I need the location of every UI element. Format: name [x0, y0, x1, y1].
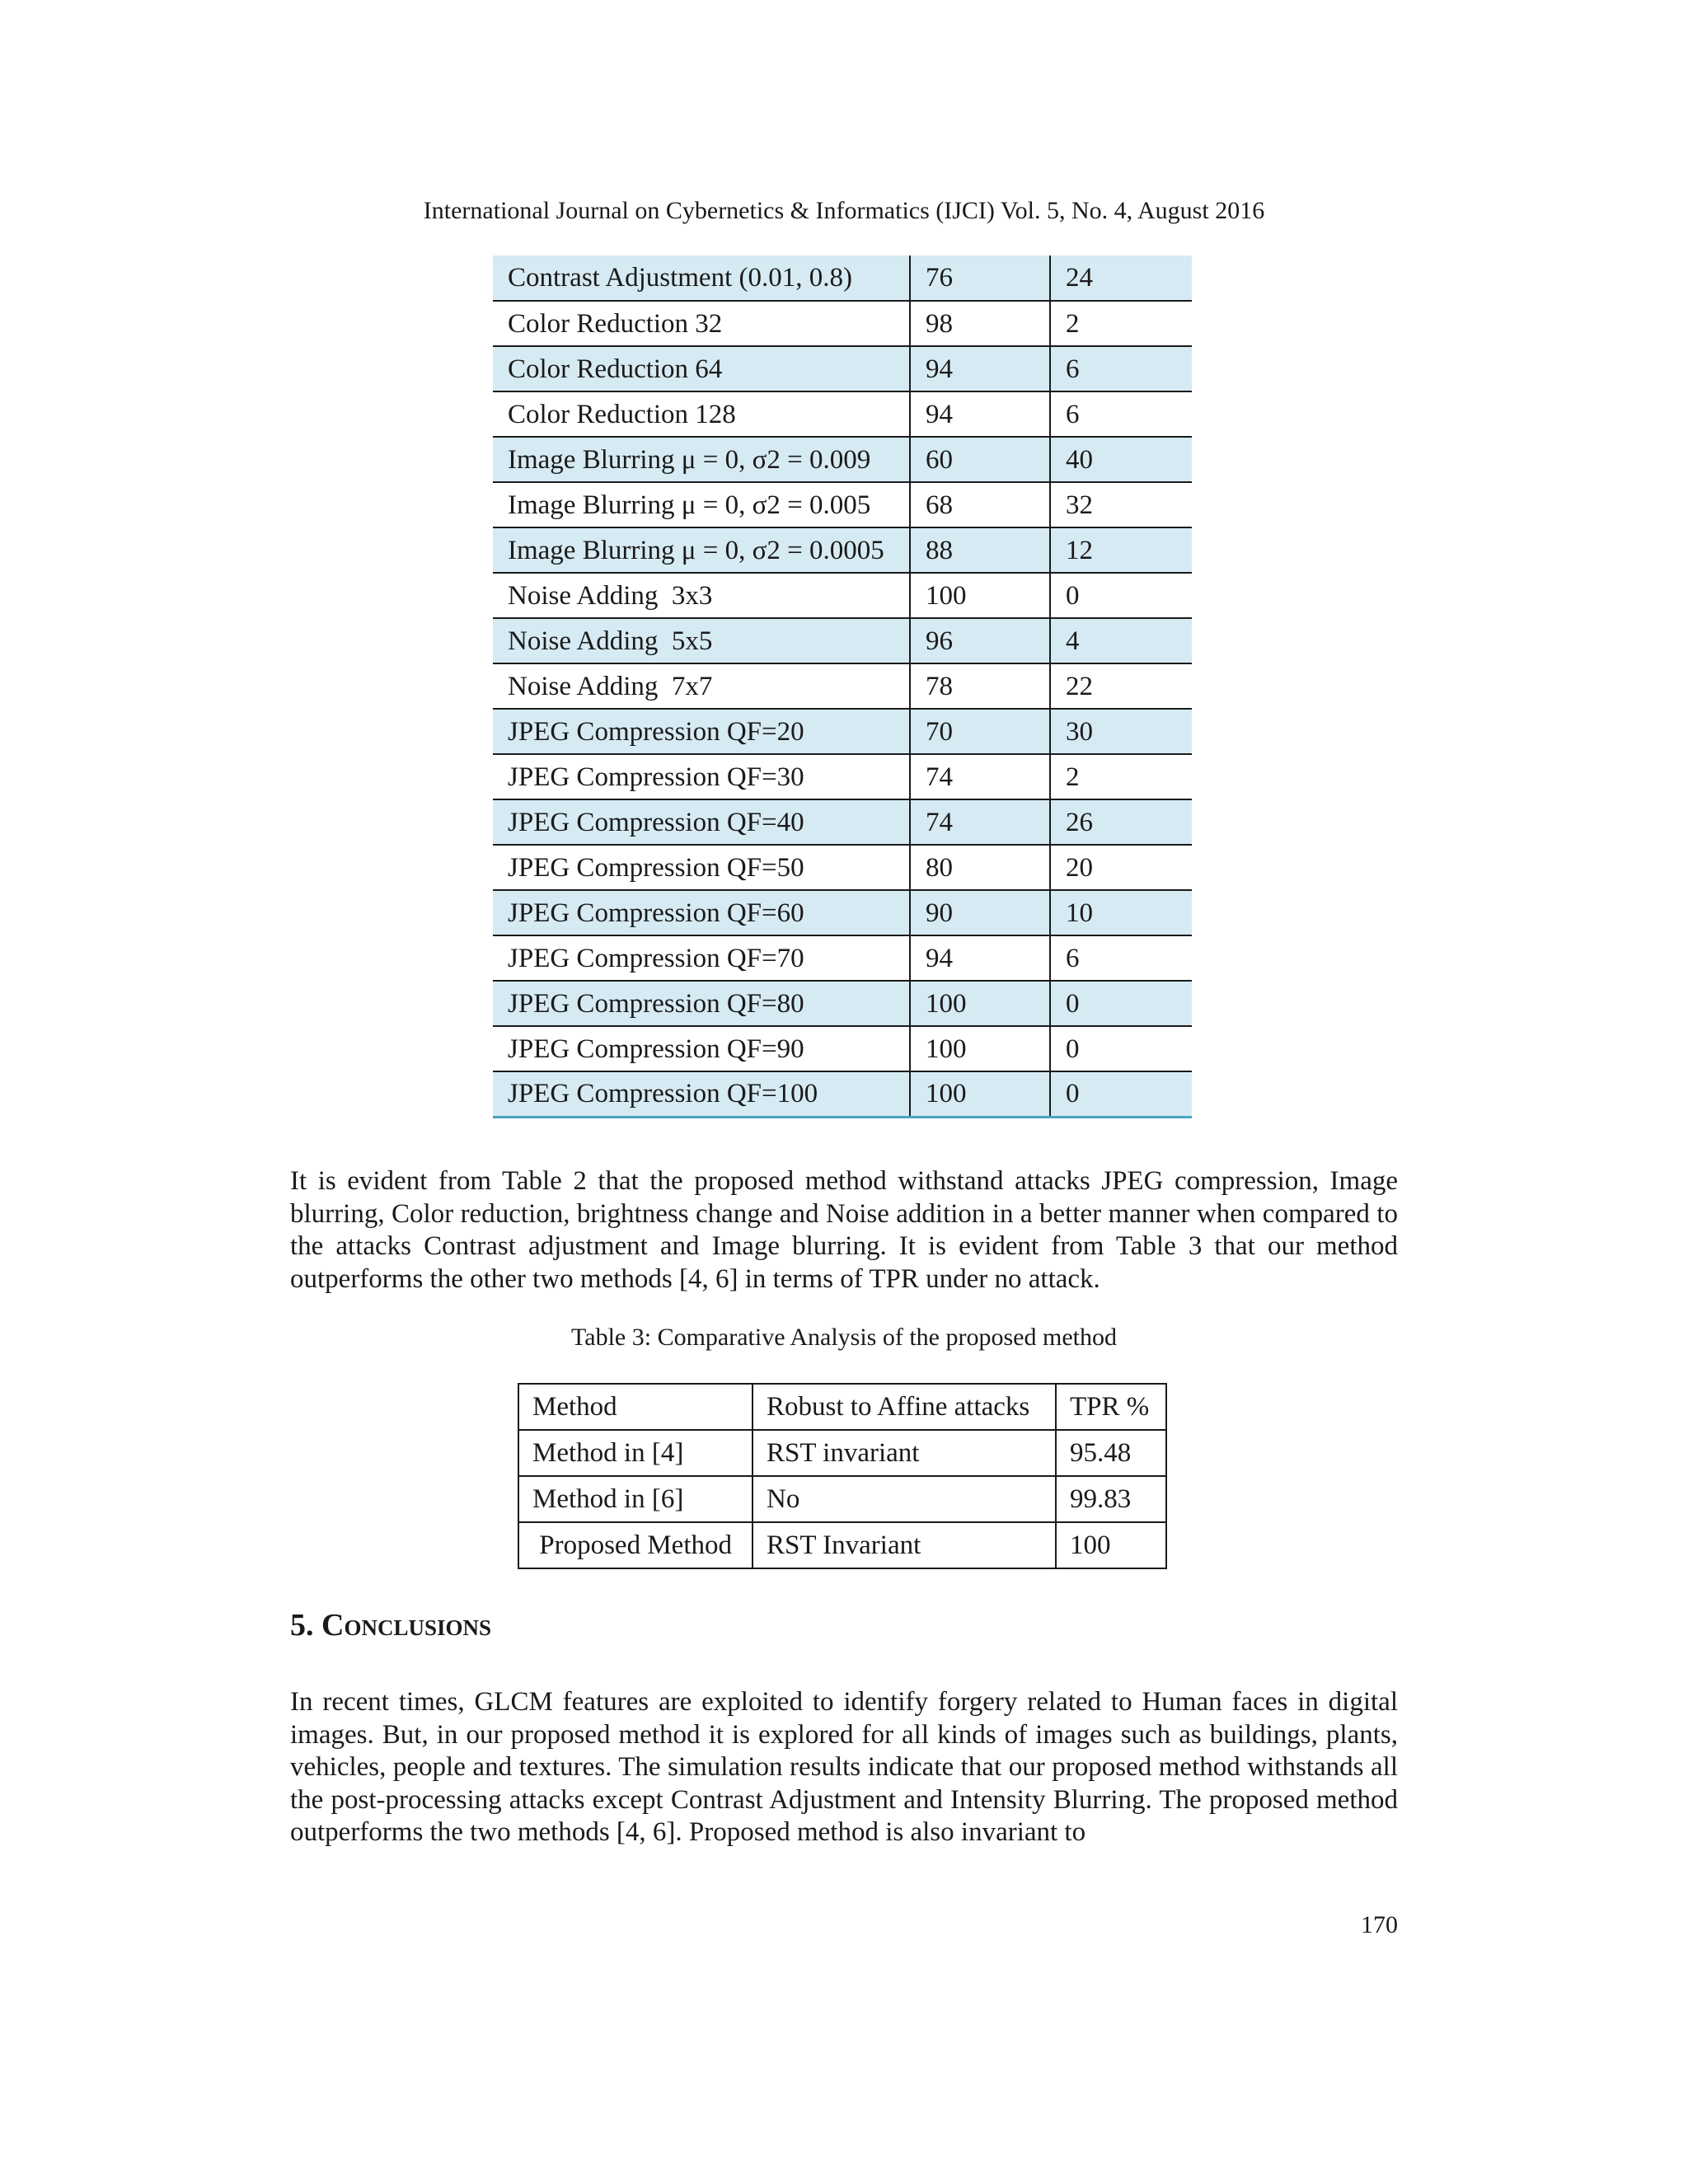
- paragraph-conclusions: In recent times, GLCM features are exploited to identify forgery related to Human faces in digital images. But, in our proposed method it is explored for all kinds of images such as buildings, plants, vehicles, people and textures. The simulation results indicate that our proposed method withstands all the post-processing attacks except Contrast Adjustment and Intensity Blurring. The proposed method outperforms the two methods [4, 6]. Proposed method is also invariant to: [290, 1687, 1398, 1847]
- table-row: [493, 935, 1192, 981]
- running-header: International Journal on Cybernetics & Informatics (IJCI) Vol. 5, No. 4, August 2016: [423, 197, 1265, 224]
- table-row: [493, 754, 1192, 799]
- table-row: [518, 1476, 1166, 1522]
- cell-fpr: 30: [1050, 709, 1192, 754]
- cell-attack: Image Blurring μ = 0, σ2 = 0.0005: [493, 527, 910, 573]
- table-row: [493, 437, 1192, 482]
- table-header-row: [518, 1384, 1166, 1430]
- table-row: [493, 799, 1192, 845]
- cell-attack: JPEG Compression QF=80: [493, 981, 910, 1026]
- cell-attack: JPEG Compression QF=90: [493, 1026, 910, 1071]
- cell-robust: RST Invariant: [753, 1522, 1056, 1568]
- cell-tpr: 88: [910, 527, 1050, 573]
- table-3-caption: Table 3: Comparative Analysis of the proposed method: [571, 1324, 1117, 1351]
- cell-tpr: 100: [1056, 1522, 1166, 1568]
- cell-tpr: 90: [910, 890, 1050, 935]
- table-3-comparative-analysis: [518, 1383, 1167, 1569]
- cell-attack: JPEG Compression QF=60: [493, 890, 910, 935]
- cell-tpr: 100: [910, 981, 1050, 1026]
- table-row: [493, 618, 1192, 663]
- table-row: [493, 346, 1192, 391]
- cell-fpr: 12: [1050, 527, 1192, 573]
- cell-attack: Contrast Adjustment (0.01, 0.8): [493, 255, 910, 301]
- cell-tpr: 94: [910, 346, 1050, 391]
- table-row: [493, 255, 1192, 301]
- table-row: [493, 890, 1192, 935]
- cell-tpr: 60: [910, 437, 1050, 482]
- page-number: 170: [1361, 1911, 1398, 1938]
- cell-fpr: 6: [1050, 935, 1192, 981]
- cell-fpr: 20: [1050, 845, 1192, 890]
- cell-attack: Image Blurring μ = 0, σ2 = 0.009: [493, 437, 910, 482]
- cell-fpr: 0: [1050, 1026, 1192, 1071]
- cell-fpr: 0: [1050, 981, 1192, 1026]
- table-row: [493, 391, 1192, 437]
- cell-tpr: 74: [910, 799, 1050, 845]
- table-2-continuation: [493, 255, 1192, 1118]
- section-title: Conclusions: [321, 1608, 491, 1643]
- cell-tpr: 98: [910, 301, 1050, 346]
- table-row: [493, 527, 1192, 573]
- cell-tpr: 78: [910, 663, 1050, 709]
- table-row: [493, 845, 1192, 890]
- cell-tpr: 74: [910, 754, 1050, 799]
- cell-tpr: 96: [910, 618, 1050, 663]
- table-row: [493, 573, 1192, 618]
- cell-fpr: 26: [1050, 799, 1192, 845]
- table-row: [493, 709, 1192, 754]
- cell-tpr: 95.48: [1056, 1430, 1166, 1476]
- cell-tpr: 99.83: [1056, 1476, 1166, 1522]
- cell-tpr: 70: [910, 709, 1050, 754]
- table-row: [493, 981, 1192, 1026]
- cell-attack: Color Reduction 128: [493, 391, 910, 437]
- cell-fpr: 2: [1050, 754, 1192, 799]
- cell-fpr: 0: [1050, 573, 1192, 618]
- cell-robust: No: [753, 1476, 1056, 1522]
- cell-tpr: 80: [910, 845, 1050, 890]
- cell-tpr: 94: [910, 935, 1050, 981]
- cell-fpr: 6: [1050, 391, 1192, 437]
- cell-attack: Image Blurring μ = 0, σ2 = 0.005: [493, 482, 910, 527]
- section-heading-conclusions: [290, 1607, 491, 1643]
- cell-attack: JPEG Compression QF=100: [493, 1071, 910, 1117]
- section-number: 5.: [290, 1608, 321, 1643]
- cell-fpr: 6: [1050, 346, 1192, 391]
- cell-method: Method in [4]: [518, 1430, 753, 1476]
- cell-attack: JPEG Compression QF=50: [493, 845, 910, 890]
- cell-fpr: 0: [1050, 1071, 1192, 1117]
- cell-tpr: 100: [910, 1071, 1050, 1117]
- header-cell-robust: Robust to Affine attacks: [753, 1384, 1056, 1430]
- cell-attack: JPEG Compression QF=40: [493, 799, 910, 845]
- cell-fpr: 40: [1050, 437, 1192, 482]
- cell-method: Proposed Method: [518, 1522, 753, 1568]
- cell-fpr: 4: [1050, 618, 1192, 663]
- cell-attack: Noise Adding 5x5: [493, 618, 910, 663]
- cell-fpr: 24: [1050, 255, 1192, 301]
- cell-tpr: 100: [910, 1026, 1050, 1071]
- table-row: [493, 1071, 1192, 1117]
- cell-attack: Noise Adding 7x7: [493, 663, 910, 709]
- table-row: [518, 1522, 1166, 1568]
- cell-tpr: 94: [910, 391, 1050, 437]
- table-row: [493, 482, 1192, 527]
- cell-attack: Color Reduction 32: [493, 301, 910, 346]
- table-row: [493, 1026, 1192, 1071]
- table-row: [518, 1430, 1166, 1476]
- cell-tpr: 100: [910, 573, 1050, 618]
- cell-attack: JPEG Compression QF=70: [493, 935, 910, 981]
- paragraph-table-discussion: It is evident from Table 2 that the proposed method withstand attacks JPEG compression, Image blurring, Color reduction, brightness change and Noise addition in a better manner when compared to the attacks Contrast adjustment and Image blurring. It is evident from Table 3 that our method outperforms the other two methods [4, 6] in terms of TPR under no attack.: [290, 1166, 1398, 1294]
- cell-fpr: 2: [1050, 301, 1192, 346]
- header-cell-tpr: TPR %: [1056, 1384, 1166, 1430]
- cell-attack: JPEG Compression QF=20: [493, 709, 910, 754]
- cell-attack: JPEG Compression QF=30: [493, 754, 910, 799]
- cell-robust: RST invariant: [753, 1430, 1056, 1476]
- cell-tpr: 68: [910, 482, 1050, 527]
- cell-method: Method in [6]: [518, 1476, 753, 1522]
- table-row: [493, 301, 1192, 346]
- header-cell-method: Method: [518, 1384, 753, 1430]
- cell-fpr: 10: [1050, 890, 1192, 935]
- cell-attack: Noise Adding 3x3: [493, 573, 910, 618]
- cell-tpr: 76: [910, 255, 1050, 301]
- cell-attack: Color Reduction 64: [493, 346, 910, 391]
- table-row: [493, 663, 1192, 709]
- cell-fpr: 22: [1050, 663, 1192, 709]
- cell-fpr: 32: [1050, 482, 1192, 527]
